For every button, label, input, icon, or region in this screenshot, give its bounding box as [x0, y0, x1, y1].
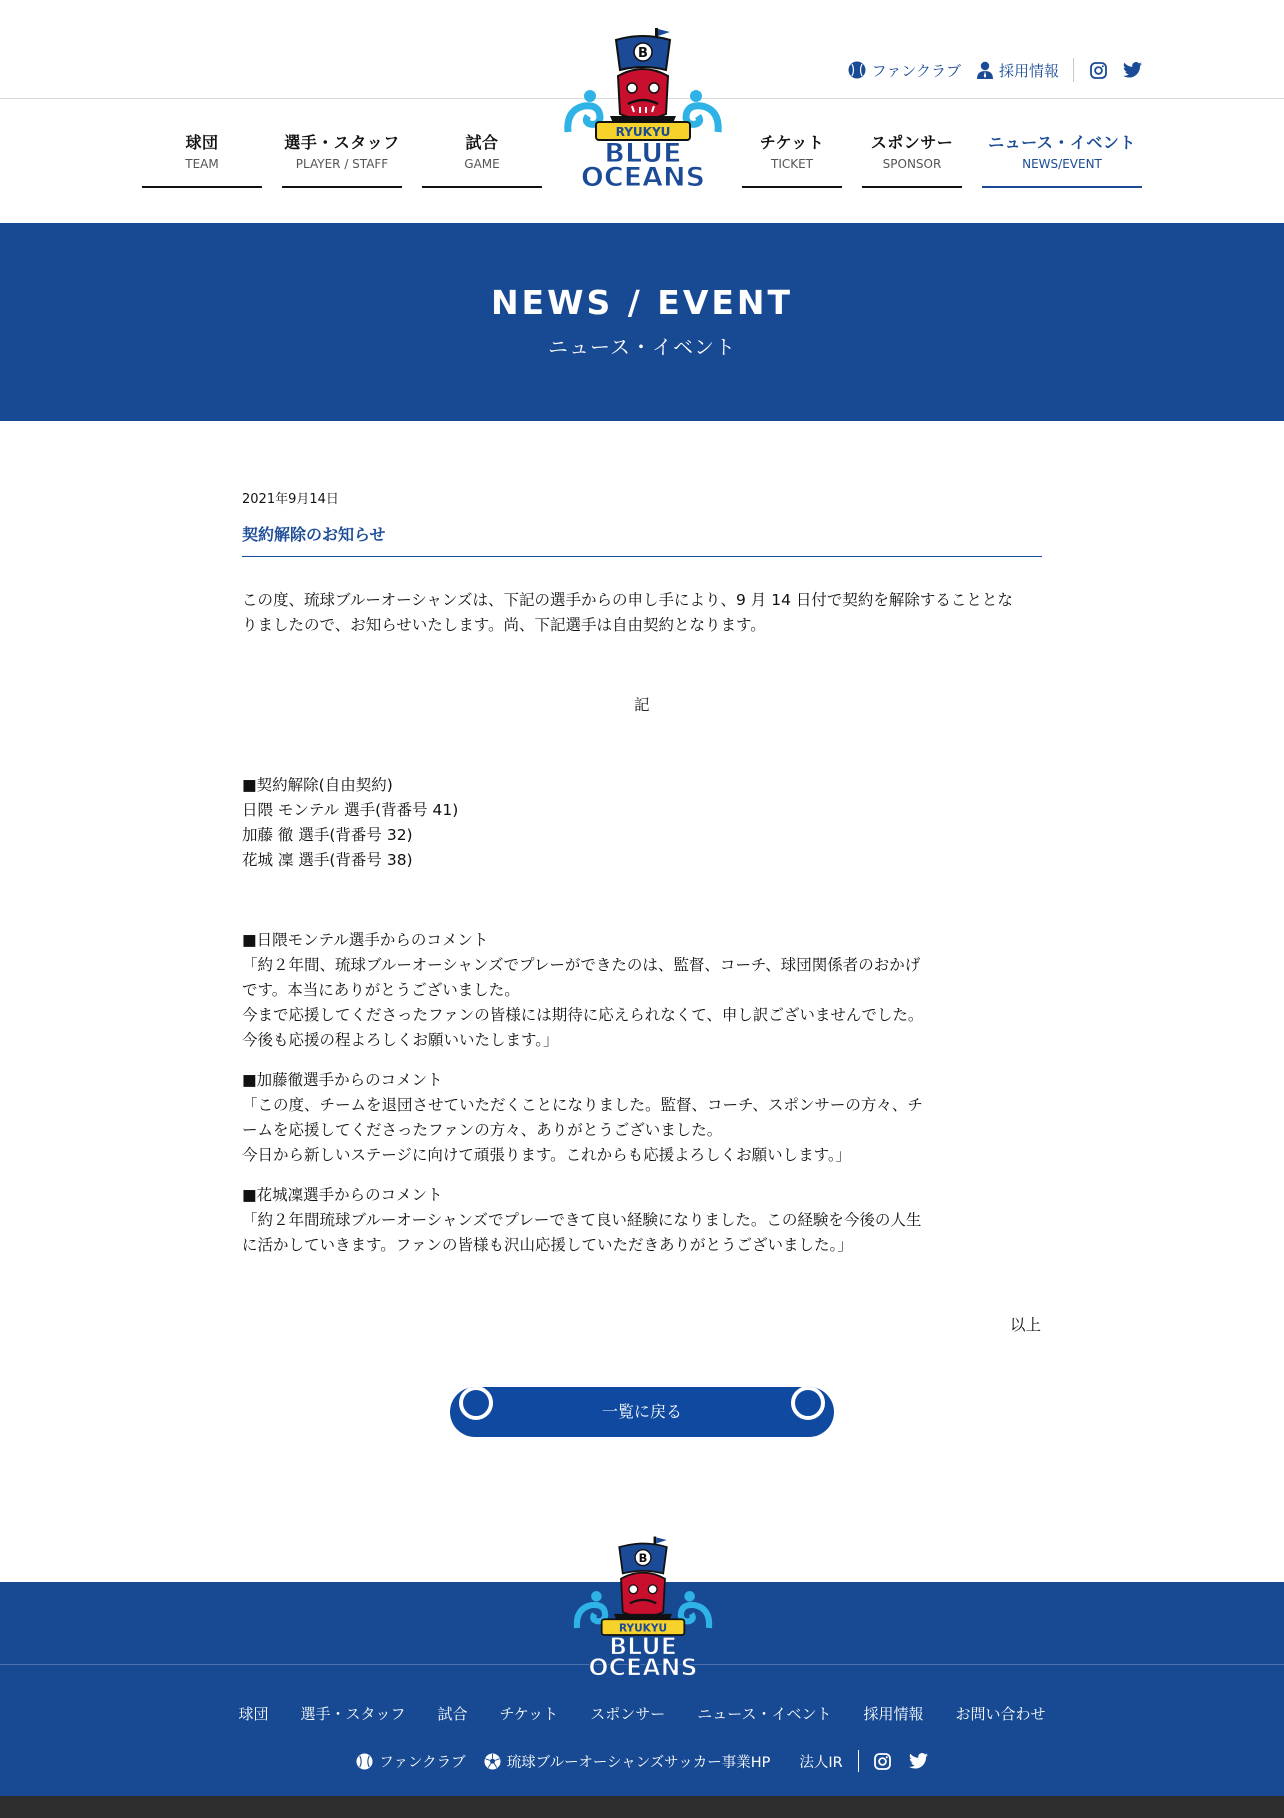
baseball-icon	[848, 61, 866, 79]
nav-sponsor[interactable]	[862, 132, 962, 188]
logo-oceans: OCEANS	[580, 162, 706, 188]
nav-team-label: 球団	[185, 133, 219, 152]
footer-nav-team[interactable]: 球団	[238, 1705, 269, 1723]
recruit-label: 採用情報	[998, 61, 1059, 80]
footer-logo-oceans: OCEANS	[588, 1653, 698, 1678]
bottom-bar	[0, 1796, 1284, 1818]
footer-nav	[0, 1703, 1284, 1724]
footer-logo-flag-letter: B	[638, 1551, 648, 1566]
ki-mark: 記	[634, 696, 650, 714]
intro-line-1: この度、琉球ブルーオーシャンズは、下記の選手からの申し手により、9 月 14 日付で契約を解除することとな	[242, 591, 1013, 609]
footer-nav-ticket[interactable]: チケット	[499, 1705, 559, 1723]
logo-blue: BLUE	[604, 138, 682, 169]
nav-news-event-sublabel: NEWS/EVENT	[1022, 157, 1102, 171]
person-icon	[977, 61, 993, 79]
nav-ticket[interactable]	[742, 132, 842, 188]
footer-sub-links	[0, 1750, 1284, 1772]
nav-player-staff-sublabel: PLAYER / STAFF	[295, 157, 389, 171]
nav-player-staff-label: 選手・スタッフ	[284, 133, 400, 152]
closing-text: 以上	[1010, 1316, 1042, 1334]
page-hero	[0, 223, 1284, 421]
comment-3-line-2: に活かしていきます。ファンの皆様も沢山応援していただきありがとうございました。」	[242, 1236, 853, 1254]
baseball-icon	[356, 1753, 373, 1770]
logo-ryukyu: RYUKYU	[615, 125, 671, 139]
back-to-list-button[interactable]	[450, 1387, 834, 1437]
hero-title-jp: ニュース・イベント	[548, 335, 736, 359]
blue-oceans-logo	[560, 26, 726, 188]
fanclub-link[interactable]	[848, 60, 961, 81]
comment-1-line-2: です。本当にありがとうございました。	[242, 981, 520, 999]
logo-flag-letter: B	[638, 46, 648, 61]
release-player-1: 日隈 モンテル 選手(背番号 41)	[242, 801, 459, 819]
nav-game-label: 試合	[465, 133, 499, 152]
footer-logo[interactable]	[570, 1534, 716, 1678]
release-player-2: 加藤 徹 選手(背番号 32)	[242, 826, 413, 844]
nav-player-staff[interactable]	[282, 132, 402, 188]
back-button-label: 一覧に戻る	[601, 1402, 682, 1421]
footer-logo-ryukyu: RYUKYU	[618, 1622, 668, 1635]
comment-1-heading: ■日隈モンテル選手からのコメント	[242, 931, 489, 949]
footer-fanclub-link[interactable]	[356, 1751, 465, 1772]
article-date: 2021年9月14日	[242, 492, 339, 507]
instagram-link[interactable]	[1090, 62, 1107, 79]
footer-ir-link[interactable]	[799, 1751, 842, 1772]
footer-fanclub-label: ファンクラブ	[379, 1754, 466, 1771]
release-heading: ■契約解除(自由契約)	[242, 776, 393, 794]
nav-sponsor-sublabel: SPONSOR	[882, 157, 942, 171]
comment-3-heading: ■花城凜選手からのコメント	[242, 1186, 443, 1204]
hero-title-en: NEWS / EVENT	[490, 283, 794, 322]
twitter-icon	[909, 1753, 928, 1769]
footer-nav-sponsor[interactable]: スポンサー	[590, 1705, 666, 1723]
nav-ticket-label: チケット	[759, 133, 825, 152]
article-title: 契約解除のお知らせ	[242, 525, 386, 544]
intro-line-2: りましたので、お知らせいたします。尚、下記選手は自由契約となります。	[242, 616, 766, 634]
release-player-3: 花城 凜 選手(背番号 38)	[242, 851, 413, 869]
twitter-icon	[1123, 62, 1142, 78]
footer-nav-contact[interactable]: お問い合わせ	[955, 1705, 1046, 1723]
twitter-link[interactable]	[1123, 62, 1142, 78]
nav-news-event-label: ニュース・イベント	[988, 133, 1136, 152]
site-logo[interactable]	[560, 26, 726, 188]
footer-nav-recruit[interactable]: 採用情報	[863, 1705, 924, 1723]
comment-3-line-1: 「約２年間琉球ブルーオーシャンズでプレーできて良い経験になりました。この経験を今後の人生	[242, 1211, 922, 1229]
title-divider	[242, 556, 1042, 557]
instagram-icon	[1090, 62, 1107, 79]
comment-1-line-1: 「約２年間、琉球ブルーオーシャンズでプレーができたのは、監督、コーチ、球団関係者のおかげ	[242, 956, 921, 974]
nav-news-event[interactable]	[982, 132, 1142, 188]
blue-oceans-footer-logo	[570, 1534, 716, 1678]
comment-2-line-3: 今日から新しいステージに向けて頑張ります。これからも応援よろしくお願いします。」	[242, 1146, 852, 1164]
nav-ticket-sublabel: TICKET	[770, 157, 814, 171]
footer-ir-label: 法人IR	[799, 1754, 843, 1771]
footer-twitter-link[interactable]	[909, 1753, 928, 1769]
footer-logo-blue: BLUE	[609, 1632, 677, 1661]
recruit-link[interactable]	[977, 60, 1059, 81]
footer-nav-player-staff[interactable]: 選手・スタッフ	[300, 1705, 406, 1723]
nav-team[interactable]	[142, 132, 262, 188]
nav-game-sublabel: GAME	[464, 157, 500, 171]
footer-soccer-link[interactable]	[484, 1751, 771, 1772]
comment-1-line-4: 今後も応援の程よろしくお願いいたします。」	[242, 1031, 559, 1049]
footer-nav-news-event[interactable]: ニュース・イベント	[697, 1705, 832, 1723]
footer-soccer-label: 琉球ブルーオーシャンズサッカー事業HP	[506, 1754, 771, 1771]
footer-instagram-link[interactable]	[874, 1753, 891, 1770]
footer-nav-game[interactable]: 試合	[437, 1705, 468, 1723]
util-separator	[1073, 58, 1074, 82]
nav-sponsor-label: スポンサー	[870, 133, 954, 152]
comment-2-line-1: 「この度、チームを退団させていただくことになりました。監督、コーチ、スポンサーの方々、チ	[242, 1096, 923, 1114]
comment-1-line-3: 今まで応援してくださったファンの皆様には期待に応えられなくて、申し訳ございませんでした。	[242, 1006, 924, 1024]
comment-2-line-2: ームを応援してくださったファンの方々、ありがとうございました。	[242, 1121, 723, 1139]
comment-2-heading: ■加藤徹選手からのコメント	[242, 1071, 443, 1089]
fanclub-label: ファンクラブ	[871, 61, 961, 80]
nav-game[interactable]	[422, 132, 542, 188]
nav-team-sublabel: TEAM	[185, 157, 219, 171]
footer-separator	[858, 1750, 859, 1772]
wave-curl-right-icon	[790, 1387, 826, 1421]
utility-nav	[832, 58, 1142, 82]
wave-curl-left-icon	[458, 1387, 494, 1421]
instagram-icon	[874, 1753, 891, 1770]
soccer-ball-icon	[484, 1753, 501, 1770]
